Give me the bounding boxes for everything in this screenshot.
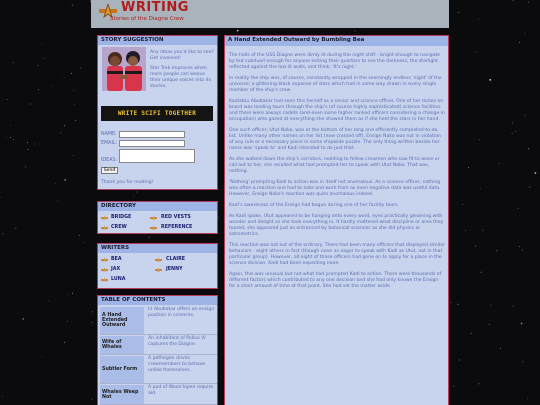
writer-link-luna[interactable]: LUNA (111, 277, 126, 282)
crew-illustration (102, 47, 146, 91)
ideas-textarea[interactable] (119, 149, 195, 163)
site-header (91, 0, 449, 28)
site-title: WRITING (121, 0, 189, 15)
toc-story-title[interactable]: Whales Weep Not (100, 385, 144, 404)
directory-link-bridge[interactable]: BRIDGE (111, 215, 132, 220)
name-label: NAME: (101, 132, 117, 137)
starfleet-insignia-icon (101, 277, 108, 283)
write-scifi-together-banner: WRITE SCIFI TOGETHER (101, 106, 213, 121)
toc-story-desc: Lt Abubakar offers an ensign position in sciences. (148, 307, 215, 318)
story-paragraph: One such officer, Utut Nako, was at the bottom of her long and efficiently completed-to-do list. Unlike many other names on her list (now crossed off), Ensign Nako was not in violation of any rule or a necessary piece in some shipwide puzzle. The only thing written beside her name was 'speak to' and Kadi intended to do just that. (229, 128, 441, 151)
starfleet-insignia-icon (155, 267, 162, 273)
site-subtitle: Stories of the Diagne Crew (110, 16, 184, 22)
story-paragraph: The halls of the USS Diagne were dimly lit during the night shift - bright enough to navigate by but subdued enough for anyone exiting their quarters to see the darkness, the starlight reflected against the low lit walls, and think: 'It's night.' (229, 53, 441, 70)
suggestion-intro-line: Any ideas you'd like to see? Get involved! (150, 50, 214, 61)
story-body (229, 53, 445, 295)
email-input[interactable] (119, 140, 185, 147)
writers-panel (97, 243, 218, 289)
starfleet-insignia-icon (150, 225, 157, 231)
name-input[interactable] (119, 131, 185, 138)
starfleet-insignia-icon (101, 257, 108, 263)
starfleet-insignia-icon (101, 225, 108, 231)
story-paragraph: Again, this was unusual but not what had prompted Kadi to action. There were thousands of different factors which contributed to any one decision and she had only known the Ensign for a short amount of time at that point. She had set the matter aside. (229, 272, 442, 289)
story-suggestion-heading: STORY SUGGESTION (98, 36, 217, 45)
directory-link-red-vests[interactable]: RED VESTS (161, 215, 191, 220)
story-article (224, 35, 449, 405)
starfleet-insignia-icon (101, 215, 108, 221)
suggestion-intro-line: Star Trek improves when more people can weave their unique voices into its stories. (150, 66, 212, 89)
story-paragraph: Kadiatou Abubakar had seen this herself as a senior and science officer. One of her duties on board was leading tours through the ship's (of course highly sophisticated) science facilities and there were always cadets (and-even some higher ranked officers considering a change in occupation) who gazed at everything she showed them as if she held the stars in her hand. (229, 99, 445, 122)
story-paragraph: Kadi's awareness of the Ensign had begun during one of her facility tours. (229, 203, 400, 208)
toc-row[interactable] (100, 356, 217, 384)
thanks-text: Thank you for reading! (101, 180, 154, 185)
email-label: EMAIL: (101, 141, 118, 146)
directory-link-crew[interactable]: CREW (111, 225, 127, 230)
story-paragraph: As Kadi spoke, Utut appeared to be hanging onto every word, eyes practically gleaming with wonder and delight as she took everything in. It hardly mattered what discipline or area they toured, she appeared just as entranced by botanical sciences as she did physics or astrometrics. (229, 214, 444, 237)
page-column (91, 0, 449, 405)
story-paragraph: As she walked down the ship's corridors, nodding to fellow crewmen who saw fit to wave or call out to her, she recalled what had prompted her to speak with Utut Nako. That was, nothing. (229, 157, 440, 174)
starfleet-insignia-icon (155, 257, 162, 263)
story-paragraph: This reaction was not out of the ordinary. There had been many officers that displayed similar behaviors - eight others in fact (though none as eager to speak with Kadi as Utut, not in that particular group). However, all eight of those officers had gone on to apply for a place in the science division. Kadi had been expecting none. (229, 243, 445, 266)
story-paragraph: 'Nothing' prompting Kadi to action was in itself not anomalous. As a science officer, nothing was often a reaction one had to note and work from as even negative data was useful data. However, Ensign Nako's reaction was quite anomalous indeed. (229, 180, 441, 197)
toc-story-desc: A pathogen drives crewmembers to behave unlike themselves. (148, 356, 206, 373)
writer-link-jenny[interactable]: JENNY (166, 267, 183, 272)
story-paragraph: In reality the ship was, of course, constantly wrapped in the seemingly endless 'night' of the universe; a glittering black expanse of stars which had in some way drawn in every single member of the ship's crew. (229, 76, 442, 93)
suggestion-intro (150, 50, 216, 90)
writer-link-claire[interactable]: CLAIRE (166, 257, 186, 262)
toc-heading: TABLE OF CONTENTS (98, 296, 217, 305)
toc-story-desc: An inhabitant of Pollux IV captures the Diagne. (148, 336, 206, 347)
writer-link-jax[interactable]: JAX (111, 267, 121, 272)
toc-story-title[interactable]: A Hand Extended Outward (100, 307, 144, 334)
toc-row[interactable] (100, 385, 217, 405)
starfleet-insignia-icon (101, 267, 108, 273)
writer-link-bea[interactable]: BEA (111, 257, 122, 262)
directory-panel (97, 201, 218, 234)
send-button[interactable]: Send (101, 167, 118, 174)
story-title: A Hand Extended Outward by Bumbling Bea (225, 36, 448, 46)
toc-row[interactable] (100, 336, 217, 355)
ideas-label: IDEAS: (101, 158, 118, 163)
toc-story-desc: A pod of Woon'lopen require aid. (148, 385, 214, 396)
starfleet-insignia-icon (150, 215, 157, 221)
toc-story-title[interactable]: Wife of Whales (100, 336, 144, 354)
directory-heading: DIRECTORY (98, 202, 217, 211)
toc-story-title[interactable]: Subtler Form (100, 356, 144, 383)
directory-link-reference[interactable]: REFERENCE (161, 225, 193, 230)
table-of-contents-panel (97, 295, 218, 405)
writers-heading: WRITERS (98, 244, 217, 253)
toc-row[interactable] (100, 307, 217, 335)
story-suggestion-panel (97, 35, 218, 190)
